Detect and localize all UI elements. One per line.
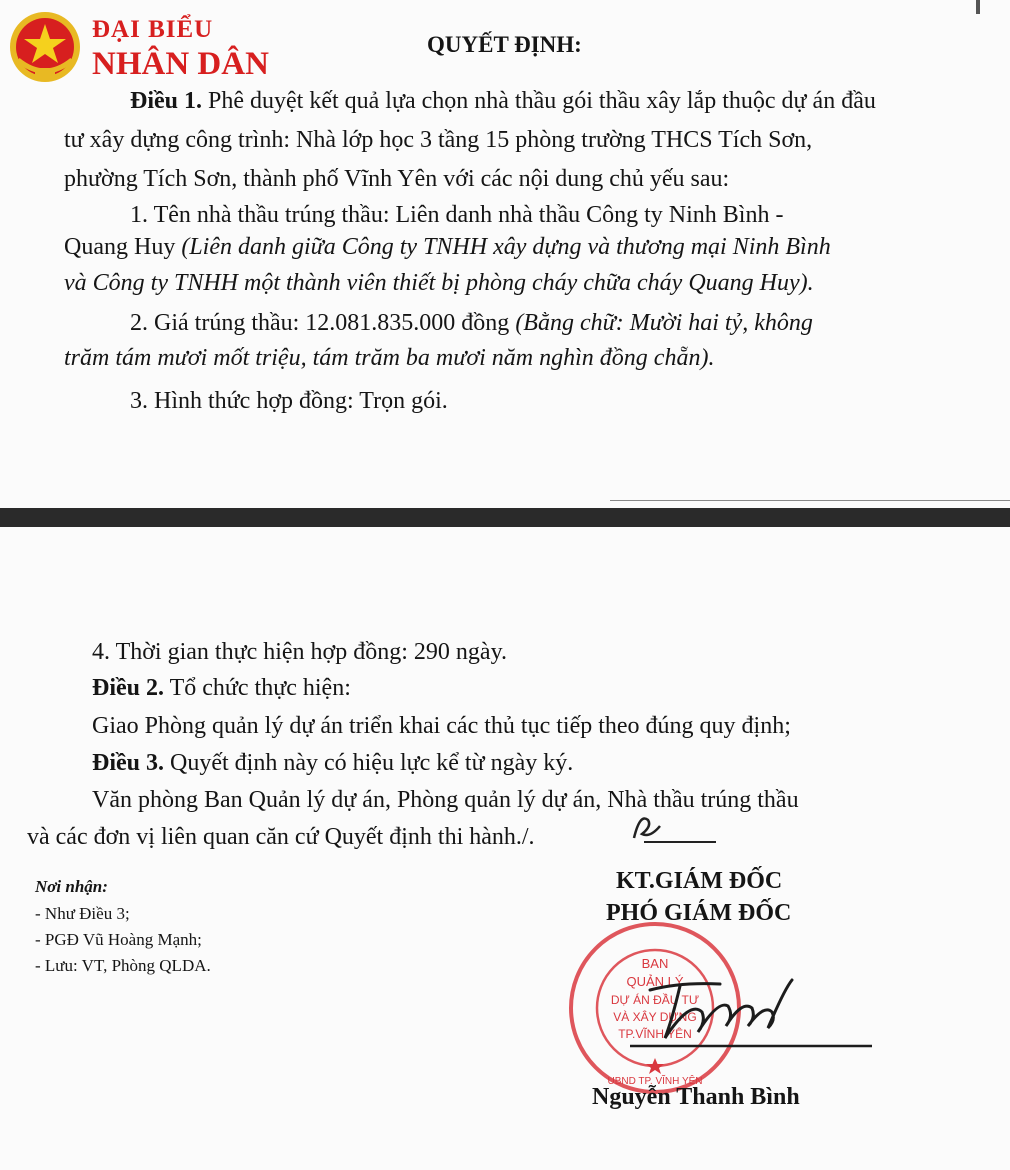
recipients-heading: Nơi nhận: — [35, 877, 108, 896]
article2-text: Tổ chức thực hiện: — [169, 675, 351, 701]
stamp-line: DỰ ÁN ĐẦU TƯ — [610, 993, 700, 1007]
article1-heading: Điều 1. — [130, 88, 202, 114]
logo-text-top: ĐẠI BIỂU — [92, 16, 214, 43]
signer-title-1: KT.GIÁM ĐỐC — [616, 868, 783, 894]
article2-detail: Giao Phòng quản lý dự án triển khai các thủ tục tiếp theo đúng quy định; — [92, 713, 791, 739]
item3: 3. Hình thức hợp đồng: Trọn gói. — [130, 388, 448, 414]
item2-line2: trăm tám mươi mốt triệu, tám trăm ba mươi năm nghìn đồng chẵn). — [64, 345, 715, 371]
article1-line1 — [130, 86, 876, 116]
signer-name: Nguyễn Thanh Bình — [592, 1084, 800, 1110]
item1-contractor-detail: (Liên danh giữa Công ty TNHH xây dựng và thương mại Ninh Bình — [181, 234, 831, 260]
article1-line3: phường Tích Sơn, thành phố Vĩnh Yên với các nội dung chủ yếu sau: — [64, 166, 730, 192]
article3-line — [92, 748, 573, 778]
document-top-page — [0, 0, 1010, 508]
item4: 4. Thời gian thực hiện hợp đồng: 290 ngày. — [92, 639, 508, 665]
item1-contractor-name: Quang Huy — [64, 234, 176, 260]
scan-mark — [976, 0, 980, 14]
page-divider — [0, 508, 1010, 527]
item1-line3: và Công ty TNHH một thành viên thiết bị phòng cháy chữa cháy Quang Huy). — [64, 270, 814, 296]
article1-text: Phê duyệt kết quả lựa chọn nhà thầu gói thầu xây lắp thuộc dự án đầu — [208, 88, 876, 114]
recipient-item: - Lưu: VT, Phòng QLDA. — [35, 956, 211, 975]
stamp-line: BAN — [641, 956, 669, 971]
signer-title-2: PHÓ GIÁM ĐỐC — [606, 900, 792, 926]
logo — [8, 8, 268, 86]
stamp-line: VÀ XÂY DỰNG — [613, 1010, 697, 1024]
item1-line1: 1. Tên nhà thầu trúng thầu: Liên danh nhà thầu Công ty Ninh Bình - — [130, 202, 784, 228]
scan-edge — [610, 500, 1010, 501]
document-title: QUYẾT ĐỊNH: — [427, 32, 582, 57]
article2-heading: Điều 2. — [92, 675, 164, 701]
article3-line3: và các đơn vị liên quan căn cứ Quyết định thi hành./. — [27, 824, 535, 850]
vietnam-emblem-icon — [8, 10, 82, 84]
recipient-item: - PGĐ Vũ Hoàng Mạnh; — [35, 930, 202, 949]
recipient-item: - Như Điều 3; — [35, 904, 130, 923]
item2-price: 2. Giá trúng thầu: 12.081.835.000 đồng — [130, 310, 510, 336]
logo-text-bottom: NHÂN DÂN — [92, 46, 269, 82]
article3-text: Quyết định này có hiệu lực kể từ ngày ký. — [170, 750, 574, 776]
item2-price-words: (Bằng chữ: Mười hai tỷ, không — [515, 310, 813, 336]
article2-line — [92, 673, 351, 703]
initial-mark — [630, 808, 720, 848]
item1-line2 — [64, 232, 831, 262]
stamp-line: UBND TP. VĨNH YÊN — [607, 1076, 703, 1087]
handwritten-signature — [610, 960, 880, 1060]
stamp-line: QUẢN LÝ — [626, 974, 684, 989]
article3-line2: Văn phòng Ban Quản lý dự án, Phòng quản lý dự án, Nhà thầu trúng thầu — [92, 787, 799, 813]
stamp-line: TP.VĨNH YÊN — [618, 1027, 692, 1041]
article1-line2: tư xây dựng công trình: Nhà lớp học 3 tầng 15 phòng trường THCS Tích Sơn, — [64, 127, 813, 153]
article3-heading: Điều 3. — [92, 750, 164, 776]
item2-line1 — [130, 308, 813, 338]
